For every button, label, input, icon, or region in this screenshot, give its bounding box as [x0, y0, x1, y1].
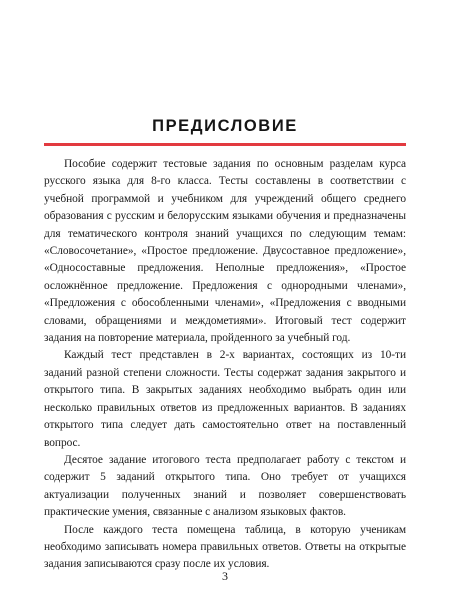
preface-body: [44, 156, 406, 574]
paragraph-3: Десятое задание итогового теста предполагает работу с текстом и содержит 5 заданий открытого типа. Оно требует от учащихся актуализации полученных знаний и позволяет совершенствовать практические умения, связанные с анализом языковых фактов.: [44, 453, 406, 519]
paragraph-4: После каждого теста помещена таблица, в которую ученикам необходимо записывать номера правильных ответов. Ответы на открытые задания записываются сразу после их условия.: [44, 523, 406, 571]
page-title: ПРЕДИСЛОВИЕ: [152, 117, 298, 135]
title-divider: [44, 143, 406, 146]
page-number: 3: [222, 569, 228, 583]
paragraph-2: Каждый тест представлен в 2-х вариантах, состоящих из 10-ти заданий разной степени сложности. Тесты содержат задания закрытого и открытого типа. В закрытых заданиях необходимо выбрать один или несколько правильных ответов из предложенных вариантов. В заданиях открытого типа следует дать самостоятельно ответ на поставленный вопрос.: [44, 349, 406, 449]
paragraph-1: Пособие содержит тестовые задания по основным разделам курса русского языка для 8-го класса. Тесты составлены в соответствии с учебной программой и учебником для учреждений общего среднего образования с русским и белорусским языками обучения и предназначены для тематического контроля знаний учащихся по следующим темам: «Словосочетание», «Простое предложение. Двусоставное предложение», «Односоставные предложения. Неполные предложения», «Простое осложнённое предложение. Предложения с однородными членами», «Предложения с обособленными членами», «Предложения с вводными словами, обращениями и междометиями». Итоговый тест содержит задания на повторение материала, пройденного за учебный год.: [44, 158, 406, 345]
